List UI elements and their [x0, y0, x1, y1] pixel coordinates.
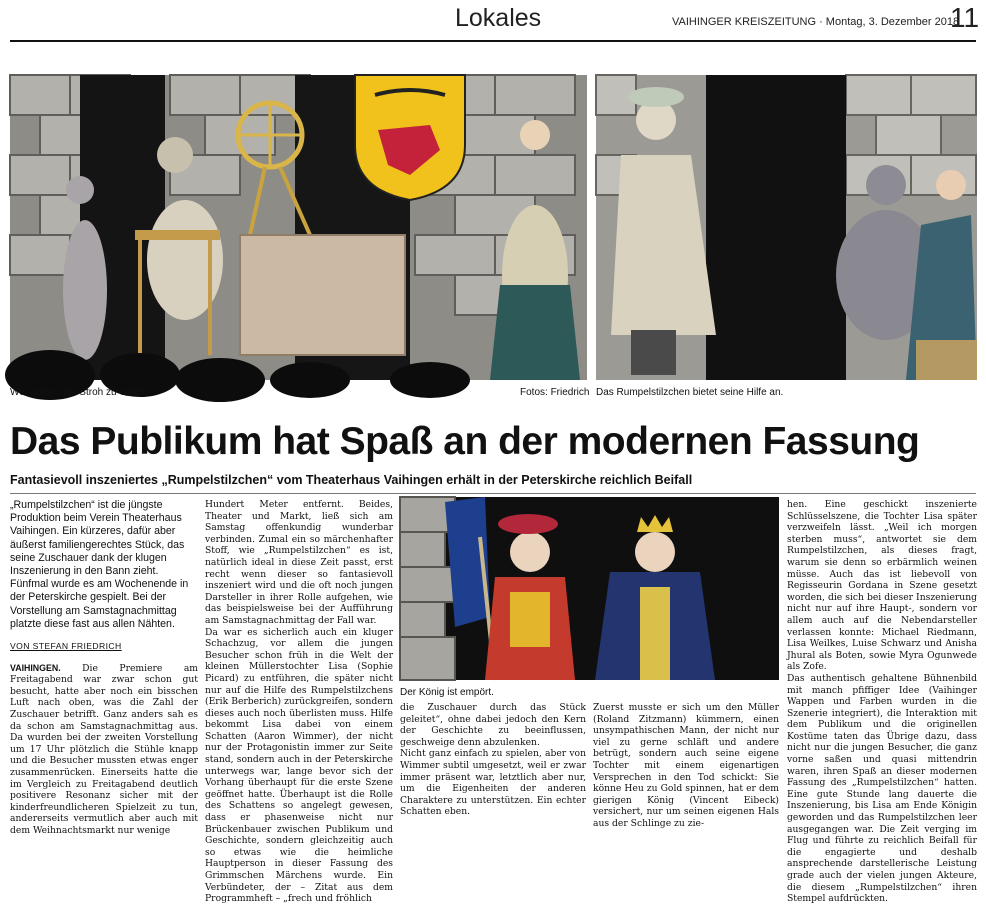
- paper-and-date: VAIHINGER KREISZEITUNG · Montag, 3. Dezember 2018: [672, 16, 960, 28]
- article-column-2: Hundert Meter entfernt. Beides, Theater und Markt, ließ sich am Samstag offenkundig wunderbar verbinden. Zumal ein so märchenhafter Stoff, wie „Rumpelstilzchen“ es ist, natürlich ideal in diese Zeit passt, erst recht wenn dieser so fantasievoll inszeniert wird und die oft noch jungen Darsteller in ihrer Rolle aufgehen, wie das beispielsweise bei der Aufführung am Samstagnachmittag der Fall war. Da war es sicherlich auch ein kluger Schachzug, vor allem die jungen Besucher schon früh in die Welt der kleinen Müllerstochter Lisa (Sophie Picard) zu entführen, die später nicht nur auf die Hilfe des Rumpelstilzchens (Erik Berberich) zurückgreifen, sondern dieses auch noch überlisten muss. Hilfe bekommt Lisa dabei von einem Schatten (Aaron Wimmer), der nicht nur der Protagonistin immer zur Seite stand, sondern auch in der Peterskirche unterwegs war, lange bevor sich der Vorhang überhaupt für die erste Szene geöffnet hatte. Überhaupt ist die Rolle des Schattens so angelegt gewesen, dass er phasenweise nicht nur Brückenbauer zwischen Publikum und Geschichte, sondern gleichzeitig auch so etwas wie die heimliche Hauptperson in dieser Fassung des Grimmschen Märchens wurde. Ein Verbündeter, der – Zitat aus dem Programmheft – „frech und fröhlich: [205, 499, 393, 905]
- article-subheadline: Fantasievoll inszeniertes „Rumpelstilzchen“ vom Theaterhaus Vaihingen erhält in der Peterskirche reichlich Beifall: [10, 473, 693, 487]
- section-title: Lokales: [455, 4, 542, 32]
- stage-illustration: [10, 75, 587, 380]
- article-byline: VON STEFAN FRIEDRICH: [10, 641, 122, 652]
- headline-rule: [10, 493, 976, 494]
- page-number: 11: [950, 2, 980, 33]
- stage-illustration-middle: [400, 497, 779, 680]
- article-lead: „Rumpelstilzchen“ ist die jüngste Produktion beim Verein Theaterhaus Vaihingen. Ein kürzeres, dafür aber äußerst familiengerechtes Stück, das seine Zuschauer dank der klugen Inszenierung in den Bann zieht. Fünfmal wurde es am Wochenende in der Peterskirche gespielt. Bei der Vorstellung am Samstagnachmittag platzte diese fast aus allen Nähten.: [10, 499, 189, 630]
- photo-king-outraged: [400, 497, 779, 680]
- left-photo-caption: Wer spinnt das Stroh zu Gold?: [10, 387, 146, 398]
- photo-rumpelstiltskin-offers-help: [596, 75, 977, 380]
- article-column-3: die Zuschauer durch das Stück geleitet“, ohne dabei jedoch den Kern der Geschichte zu beeinflussen, geschweige denn abzulenken. Nicht ganz einfach zu spielen, aber von Wimmer subtil umgesetzt, weil er zwar immer präsent war, letztlich aber nur, um die Eigenheiten der anderen Charaktere zu unterstützen. Ein echter Schatten eben.: [400, 702, 586, 818]
- stage-illustration-right: [596, 75, 977, 380]
- header-rule: [10, 40, 976, 42]
- right-photo-caption: Das Rumpelstilzchen bietet seine Hilfe an.: [596, 387, 784, 398]
- article-dateline: VAIHINGEN.: [10, 662, 61, 673]
- article-body-col1: Die Premiere am Freitagabend war zwar schon gut besucht, hatte aber noch ein bisschen Luft nach oben, was die Zahl der Zuschauer betrifft. Ganz anders sah es da schon am Samstagnachmittag aus. Da wurden bei der zweiten Vorstellung um 17 Uhr plötzlich die Stühle knapp und die Besucher mussten etwas enger zusammenrücken. Einerseits hatte die im Vergleich zu Freitagabend deutlich positivere Resonanz sicher mit der kinderfreundlicheren Spielzeit zu tun, andererseits vermutlich aber auch mit dem Weihnachtsmarkt nur wenige: [10, 662, 199, 836]
- article-column-4: Zuerst musste er sich um den Müller (Roland Zitzmann) kümmern, einen unsympathischen Mann, der nicht nur viel zu gerne schläft und andere betrügt, sondern auch seine eigene Tochter mit einem eigenartigen Versprechen in den Tod schickt: Sie könne Heu zu Gold spinnen, hat er dem gierigen König (Vincent Eibeck) versichert, nur um seinen eigenen Hals aus der Schlinge zu zie-: [593, 702, 779, 829]
- article-headline: Das Publikum hat Spaß an der modernen Fassung: [10, 420, 920, 463]
- article-column-5: hen. Eine geschickt inszenierte Schlüsselszene, die Tochter Lisa später verzweifeln lässt. „Weil ich morgen sterben muss“, antwortet sie dem Rumpelstilzchen, als dieses fragt, warum sie denn so erbärmlich weinen müsse. Auch das ist liebevoll von Regisseurin Gordana in Szene gesetzt worden, die sich bei dieser Inszenierung nicht nur auf ihre Haupt-, sondern vor allem auch auf die Nebendarsteller verlassen konnte: Michael Riedmann, Lisa Weilkes, Luise Schwarz und Anisha Jhural als Boten, sowie Myra Ogunwede als Zofe. Das authentisch gehaltene Bühnenbild mit manch pfiffiger Idee (Vaihinger Wappen und Farben wurden in die Szenerie integriert), die Interaktion mit dem Publikum und die originellen Kostüme taten das Übrige dazu, dass nicht nur die jungen Besucher, die ganz vorne saßen und quasi mittendrin waren, ihren Spaß an dieser modernen Fassung des „Rumpelstilzchen“ hatten. Eine gute Stunde lang dauerte die Inszenierung, bis Lisa am Ende Königin geworden und das Rumpelstilzchen leer ausgegangen war. Die Zeit verging im Flug und führte zu reichlich Beifall für die engagierte und deshalb ansprechende darstellerische Leistung grade auch der vielen jungen Akteure, die diesem „Rumpelstilzchen“ ihren Stempel aufdrückten.: [787, 499, 977, 905]
- middle-photo-caption: Der König ist empört.: [400, 687, 494, 698]
- photo-spinning-wheel-scene: [10, 75, 587, 380]
- photo-credit: Fotos: Friedrich: [520, 387, 590, 398]
- article-column-1: [10, 499, 199, 836]
